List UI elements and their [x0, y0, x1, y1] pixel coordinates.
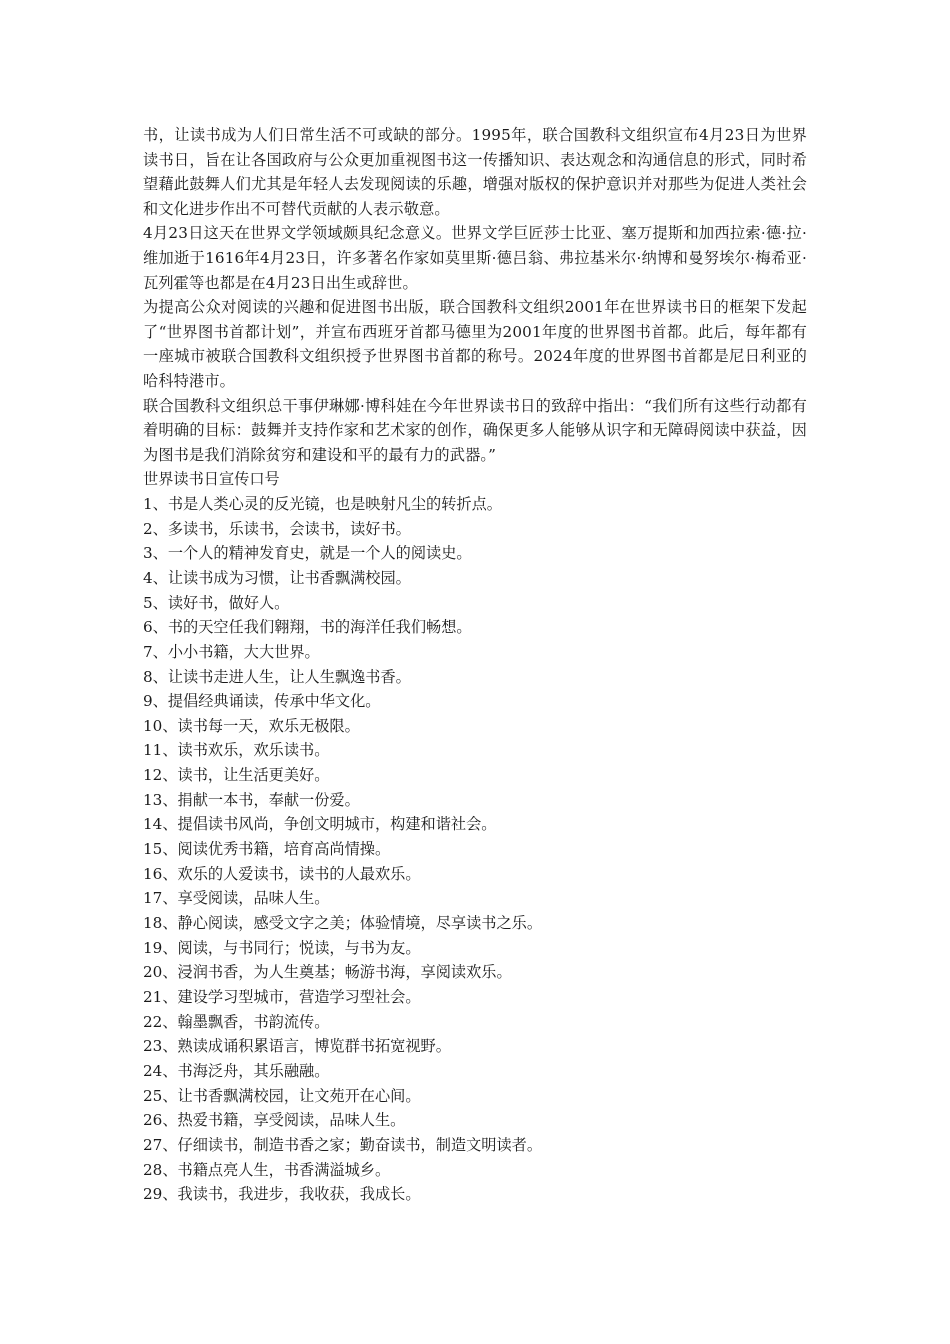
slogan-item: 1、书是人类心灵的反光镜，也是映射凡尘的转折点。 — [143, 494, 502, 513]
slogan-item: 29、我读书，我进步，我收获，我成长。 — [143, 1185, 421, 1204]
slogan-item: 7、小小书籍，大大世界。 — [143, 642, 320, 661]
slogans-heading: 世界读书日宣传口号 — [143, 470, 280, 489]
slogan-item: 25、让书香飘满校园，让文苑开在心间。 — [143, 1086, 421, 1105]
slogan-item: 22、翰墨飘香，书韵流传。 — [143, 1012, 330, 1031]
slogan-item: 15、阅读优秀书籍，培育高尚情操。 — [143, 840, 391, 859]
document-body — [143, 123, 807, 1207]
paragraph-world-book-day-intro: 书，让读书成为人们日常生活不可或缺的部分。1995年，联合国教科文组织宣布4月23日为世界读书日，旨在让各国政府与公众更加重视图书这一传播知识、表达观念和沟通信息的形式，同时希望藉此鼓舞人们尤其是年轻人去发现阅读的乐趣，增强对版权的保护意识并对那些为促进人类社会和文化进步作出不可替代贡献的人表示敬意。 — [143, 126, 807, 218]
slogan-item: 16、欢乐的人爱读书，读书的人最欢乐。 — [143, 864, 421, 883]
slogan-item: 21、建设学习型城市，营造学习型社会。 — [143, 988, 421, 1007]
slogan-item: 6、书的天空任我们翱翔，书的海洋任我们畅想。 — [143, 618, 472, 637]
slogan-item: 9、提倡经典诵读，传承中华文化。 — [143, 692, 381, 711]
slogan-item: 2、多读书，乐读书，会读书，读好书。 — [143, 519, 411, 538]
slogan-item: 28、书籍点亮人生，书香满溢城乡。 — [143, 1160, 391, 1179]
slogan-item: 17、享受阅读，品味人生。 — [143, 889, 330, 908]
slogan-item: 3、一个人的精神发育史，就是一个人的阅读史。 — [143, 544, 472, 563]
slogan-item: 11、读书欢乐，欢乐读书。 — [143, 741, 330, 760]
slogan-item: 13、捐献一本书，奉献一份爱。 — [143, 790, 360, 809]
slogan-item: 5、读好书，做好人。 — [143, 593, 290, 612]
slogan-item: 18、静心阅读，感受文字之美；体验情境，尽享读书之乐。 — [143, 914, 543, 933]
slogan-item: 10、读书每一天，欢乐无极限。 — [143, 716, 360, 735]
slogan-item: 14、提倡读书风尚，争创文明城市，构建和谐社会。 — [143, 815, 497, 834]
slogan-item: 4、让读书成为习惯，让书香飘满校园。 — [143, 568, 411, 587]
slogan-item: 24、书海泛舟，其乐融融。 — [143, 1062, 330, 1080]
slogan-item: 26、热爱书籍，享受阅读，品味人生。 — [143, 1111, 406, 1130]
slogan-item: 19、阅读，与书同行；悦读，与书为友。 — [143, 938, 421, 957]
paragraph-april-23-literature: 4月23日这天在世界文学领域颇具纪念意义。世界文学巨匠莎士比亚、塞万提斯和加西拉索·德·拉·维加逝于1616年4月23日，许多著名作家如莫里斯·德吕翁、弗拉基米尔·纳博和曼努埃尔·梅希亚·瓦列霍等也都是在4月23日出生或辞世。 — [143, 224, 807, 292]
slogan-item: 12、读书，让生活更美好。 — [143, 766, 330, 785]
slogan-item: 8、让读书走进人生，让人生飘逸书香。 — [143, 667, 411, 686]
paragraph-director-general-quote: 联合国教科文组织总干事伊琳娜·博科娃在今年世界读书日的致辞中指出：“我们所有这些行动都有着明确的目标：鼓舞并支持作家和艺术家的创作，确保更多人能够从识字和无障碍阅读中获益，因为图书是我们消除贫穷和建设和平的最有力的武器。” — [143, 396, 807, 464]
slogan-item: 20、浸润书香，为人生奠基；畅游书海，享阅读欢乐。 — [143, 963, 512, 982]
slogan-item: 23、熟读成诵积累语言，博览群书拓宽视野。 — [143, 1037, 451, 1056]
paragraph-world-book-capital: 为提高公众对阅读的兴趣和促进图书出版，联合国教科文组织2001年在世界读书日的框架下发起了“世界图书首都计划”，并宣布西班牙首都马德里为2001年度的世界图书首都。此后，每年都有一座城市被联合国教科文组织授予世界图书首都的称号。2024年度的世界图书首都是尼日利亚的哈科特港市。 — [143, 298, 807, 390]
slogans-list — [143, 492, 807, 1207]
slogan-item: 27、仔细读书，制造书香之家；勤奋读书，制造文明读者。 — [143, 1135, 543, 1154]
